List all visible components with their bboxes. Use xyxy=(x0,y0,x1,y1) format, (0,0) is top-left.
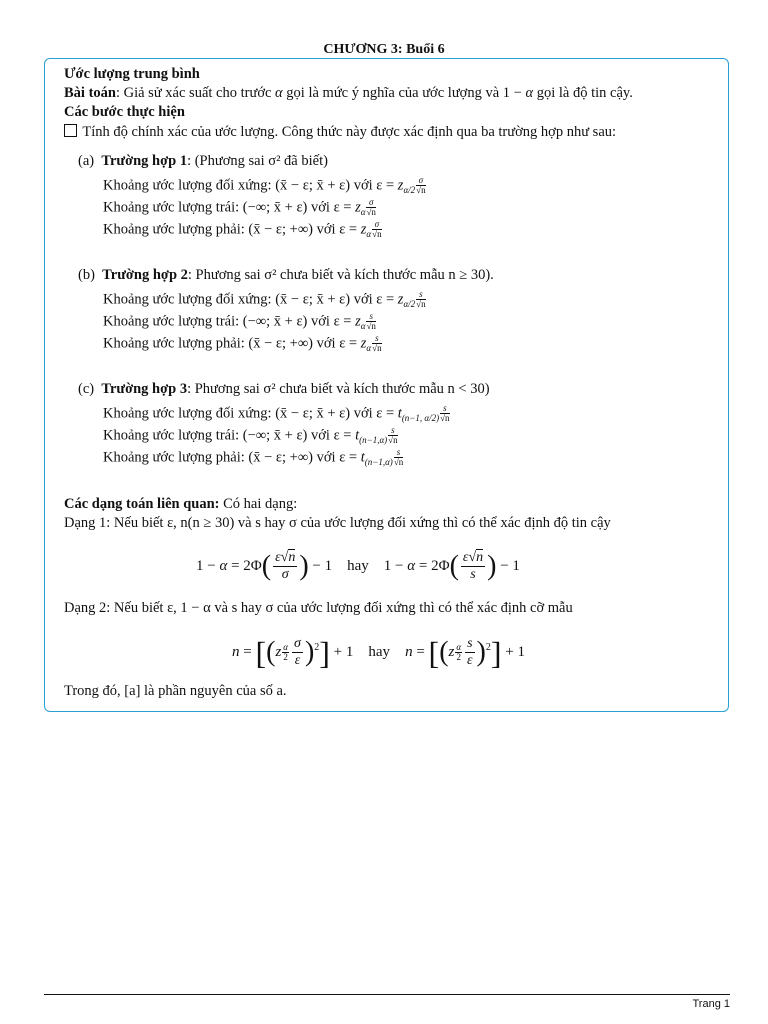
checkbox-icon xyxy=(64,124,77,137)
page-number: Trang 1 xyxy=(692,998,730,1010)
row-fraction: $\frac{s}{√n}$ xyxy=(393,447,404,468)
case-c-row-1 xyxy=(103,404,451,424)
problem-statement xyxy=(64,86,633,101)
case-marker: (a) xyxy=(78,153,95,169)
case-desc: : (Phương sai σ² đã biết) xyxy=(187,153,328,169)
case-b-row-3 xyxy=(103,334,383,354)
row-stat: t xyxy=(397,405,402,422)
case-a-row-3 xyxy=(103,220,383,240)
case-title: Trường hợp 2 xyxy=(102,267,188,283)
related-heading xyxy=(64,497,297,512)
alpha-symbol: α xyxy=(525,85,534,101)
row-stat: z xyxy=(355,199,361,216)
case-c-row-3 xyxy=(103,448,404,468)
row-sub: (n−1, α/2) xyxy=(401,413,440,424)
case-marker: (b) xyxy=(78,267,95,283)
row-label: Khoảng ước lượng phải: xyxy=(103,335,249,352)
row-with: với ε = xyxy=(313,449,361,466)
row-with: với ε = xyxy=(307,199,356,216)
row-interval: (x̄ − ε; x̄ + ε) xyxy=(275,291,351,308)
row-fraction: $\frac{s}{√n}$ xyxy=(440,403,450,424)
row-with: với ε = xyxy=(307,427,356,444)
row-fraction: $\frac{\sigma}{√n}$ xyxy=(416,175,426,196)
row-sub: α xyxy=(366,343,372,354)
row-interval: (x̄ − ε; x̄ + ε) xyxy=(275,177,351,194)
row-label: Khoảng ước lượng phải: xyxy=(103,449,249,466)
row-stat: t xyxy=(360,449,365,466)
row-fraction: $\frac{s}{√n}$ xyxy=(388,425,398,446)
row-label: Khoảng ước lượng đối xứng: xyxy=(103,291,276,308)
row-sub: (n−1,α) xyxy=(364,457,393,468)
problem-label: Bài toán xyxy=(64,85,116,101)
case-desc: : Phương sai σ² chưa biết và kích thước mẫu n < 30) xyxy=(187,381,490,397)
formula-confidence: 1 − α = 2Φ( $\frac{\varepsilon√n}{\sigma}$ ) − 1 hay 1 − α = 2Φ( $\frac{\varepsilon√n}{s}$ ) − 1 xyxy=(196,550,520,583)
row-with: với ε = xyxy=(307,313,356,330)
problem-text-2: gọi là mức ý nghĩa của ước lượng và 1 − xyxy=(282,85,526,101)
row-label: Khoảng ước lượng đối xứng: xyxy=(103,405,276,422)
row-label: Khoảng ước lượng trái: xyxy=(103,313,243,330)
row-fraction: $\frac{\sigma}{√n}$ xyxy=(372,219,382,240)
type-1-text: Dạng 1: Nếu biết ε, n(n ≥ 30) và s hay σ của ước lượng đối xứng thì có thể xác định độ tin cậy xyxy=(64,515,611,531)
row-stat: z xyxy=(360,335,367,352)
steps-heading: Các bước thực hiện xyxy=(64,104,185,120)
problem-text-1: : Giả sử xác suất cho trước xyxy=(115,85,276,101)
row-stat: t xyxy=(355,427,360,444)
related-heading-rest: Có hai dạng: xyxy=(219,496,298,512)
row-interval: (x̄ − ε; +∞) xyxy=(248,335,314,352)
row-label: Khoảng ước lượng phải: xyxy=(103,221,249,238)
problem-text-3: gọi là độ tin cậy. xyxy=(533,85,633,101)
case-c-row-2 xyxy=(103,426,399,446)
steps-text xyxy=(64,124,616,140)
row-fraction: $\frac{s}{√n}$ xyxy=(366,311,376,332)
row-fraction: $\frac{s}{√n}$ xyxy=(416,289,426,310)
row-with: với ε = xyxy=(350,291,398,308)
row-fraction: $\frac{s}{√n}$ xyxy=(372,333,382,354)
case-marker: (c) xyxy=(78,381,95,397)
row-stat: z xyxy=(360,221,367,238)
row-sub: α xyxy=(360,207,366,218)
case-b-row-1 xyxy=(103,290,427,310)
row-sub: (n−1,α) xyxy=(359,435,388,446)
row-with: với ε = xyxy=(350,177,398,194)
case-desc: : Phương sai σ² chưa biết và kích thước mẫu n ≥ 30). xyxy=(187,267,494,283)
row-with: với ε = xyxy=(313,335,361,352)
case-a-title xyxy=(78,154,328,169)
row-label: Khoảng ước lượng đối xứng: xyxy=(103,177,276,194)
related-heading-bold: Các dạng toán liên quan: xyxy=(64,496,220,512)
hay-word: hay xyxy=(368,644,391,660)
row-sub: α/2 xyxy=(403,299,416,310)
case-b-title xyxy=(78,268,494,283)
row-interval: (−∞; x̄ + ε) xyxy=(242,313,308,330)
row-with: với ε = xyxy=(313,221,361,238)
row-sub: α/2 xyxy=(403,185,416,196)
row-sub: α xyxy=(366,229,372,240)
row-interval: (x̄ − ε; x̄ + ε) xyxy=(275,405,351,422)
row-with: với ε = xyxy=(350,405,398,422)
steps-text-body: Tính độ chính xác của ước lượng. Công thức này được xác định qua ba trường hợp như sau: xyxy=(82,124,617,140)
row-stat: z xyxy=(397,177,404,194)
case-title: Trường hợp 3 xyxy=(101,381,188,397)
footer-rule xyxy=(44,994,730,995)
section-heading: Ước lượng trung bình xyxy=(64,66,200,82)
hay-word: hay xyxy=(347,558,369,575)
row-fraction: $\frac{\sigma}{√n}$ xyxy=(366,197,376,218)
row-stat: z xyxy=(397,291,404,308)
page-title: CHƯƠNG 3: Buổi 6 xyxy=(323,42,445,57)
case-a-row-2 xyxy=(103,198,377,218)
row-interval: (x̄ − ε; +∞) xyxy=(248,221,314,238)
alpha-symbol: α xyxy=(275,85,283,101)
case-a-row-1 xyxy=(103,176,427,196)
row-stat: z xyxy=(355,313,361,330)
row-label: Khoảng ước lượng trái: xyxy=(103,427,243,444)
case-c-title xyxy=(78,382,490,397)
row-interval: (x̄ − ε; +∞) xyxy=(248,449,314,466)
type-2-text: Dạng 2: Nếu biết ε, 1 − α và s hay σ của ước lượng đối xứng thì có thể xác định cỡ mẫu xyxy=(64,600,573,616)
row-label: Khoảng ước lượng trái: xyxy=(103,199,243,216)
row-interval: (−∞; x̄ + ε) xyxy=(242,199,308,216)
note-text: Trong đó, [a] là phần nguyên của số a. xyxy=(64,683,287,699)
row-sub: α xyxy=(360,321,366,332)
case-b-row-2 xyxy=(103,312,377,332)
formula-sample-size: n = [(z $\frac{\alpha}{2}$ $\frac{\sigma}{\varepsilon}$ )$^2$] + 1 hay n = [(z $\frac{\alpha}{2}$ $\frac{s}{\varepsilon}$ )$^2$] + 1 xyxy=(232,634,525,671)
row-interval: (−∞; x̄ + ε) xyxy=(242,427,308,444)
case-title: Trường hợp 1 xyxy=(101,153,188,169)
